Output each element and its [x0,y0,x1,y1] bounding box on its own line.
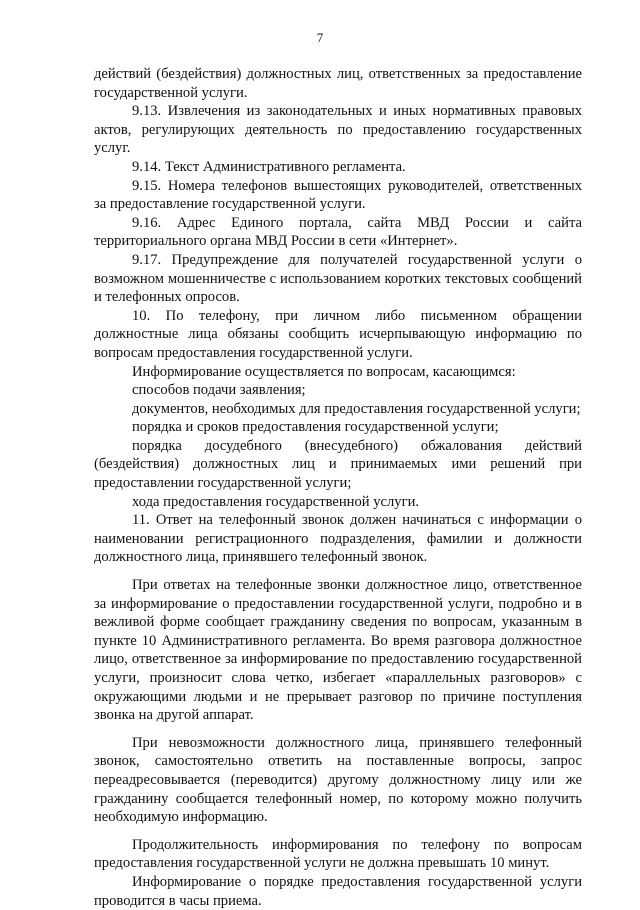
document-body [94,65,582,910]
paragraph-continuation: действий (бездействия) должностных лиц, ответственных за предоставление государственной услуги. [94,66,582,101]
paragraph-9-14: 9.14. Текст Административного регламента. [132,158,406,175]
paragraph-11: 11. Ответ на телефонный звонок должен начинаться с информации о наименовании регистрационного подразделения, фамилии и должности должностного лица, принявшего телефонный звонок. [94,512,582,566]
list-item-appeal-procedure: порядка досудебного (внесудебного) обжалования действий (бездействия) должностных лиц и принимаемых ими решений при предоставлении государственной услуги; [94,437,582,492]
paragraph-10: 10. По телефону, при личном либо письменном обращении должностные лица обязаны сообщить исчерпывающую информацию по вопросам предоставления государственной услуги. [94,307,582,361]
list-item-procedure-and-terms: порядка и сроков предоставления государственной услуги; [132,419,499,436]
paragraph-9-15: 9.15. Номера телефонов вышестоящих руководителей, ответственных за предоставление государственной услуги. [94,177,582,213]
paragraph-9-13: 9.13. Извлечения из законодательных и иных нормативных правовых актов, регулирующих деятельность по предоставлению государственных услуг. [94,103,582,157]
list-item-submission-methods: способов подачи заявления; [132,382,306,399]
paragraph-call-duration: Продолжительность информирования по телефону по вопросам предоставления государственной услуги не должна превышать 10 минут. [94,836,582,872]
paragraph-informing-topics: Информирование осуществляется по вопросам, касающимся: [132,363,516,380]
paragraph-9-16: 9.16. Адрес Единого портала, сайта МВД России и сайта территориального органа МВД России в сети «Интернет». [94,214,582,250]
paragraph-call-redirect: При невозможности должностного лица, принявшего телефонный звонок, самостоятельно ответить на поставленные вопросы, запрос переадресовывается (переводится) другому должностному лицу или же гражданину сообщается телефонный номер, по которому можно получить необходимую информацию. [94,734,582,826]
paragraph-phone-answers: При ответах на телефонные звонки должностное лицо, ответственное за информирование о предоставлении государственной услуги, подробно и в вежливой форме сообщает гражданину сведения по вопросам, указанным в пункте 10 Административного регламента. Во время разговора должностное лицо, ответственное за информирование по предоставлению государственной услуги, произносит слова четко, избегает «параллельных разговоров» с окружающими людьми и не прерывает разговор по причине поступления звонка на другой аппарат. [94,577,582,724]
list-item-required-documents: документов, необходимых для предоставления государственной услуги; [132,400,581,417]
page-number: 7 [316,30,324,45]
list-item-service-progress: хода предоставления государственной услуги. [132,493,420,510]
paragraph-9-17: 9.17. Предупреждение для получателей государственной услуги о возможном мошенничестве с использованием коротких текстовых сообщений и телефонных опросов. [94,251,582,306]
paragraph-reception-hours: Информирование о порядке предоставления государственной услуги проводится в часы приема. [94,873,582,909]
